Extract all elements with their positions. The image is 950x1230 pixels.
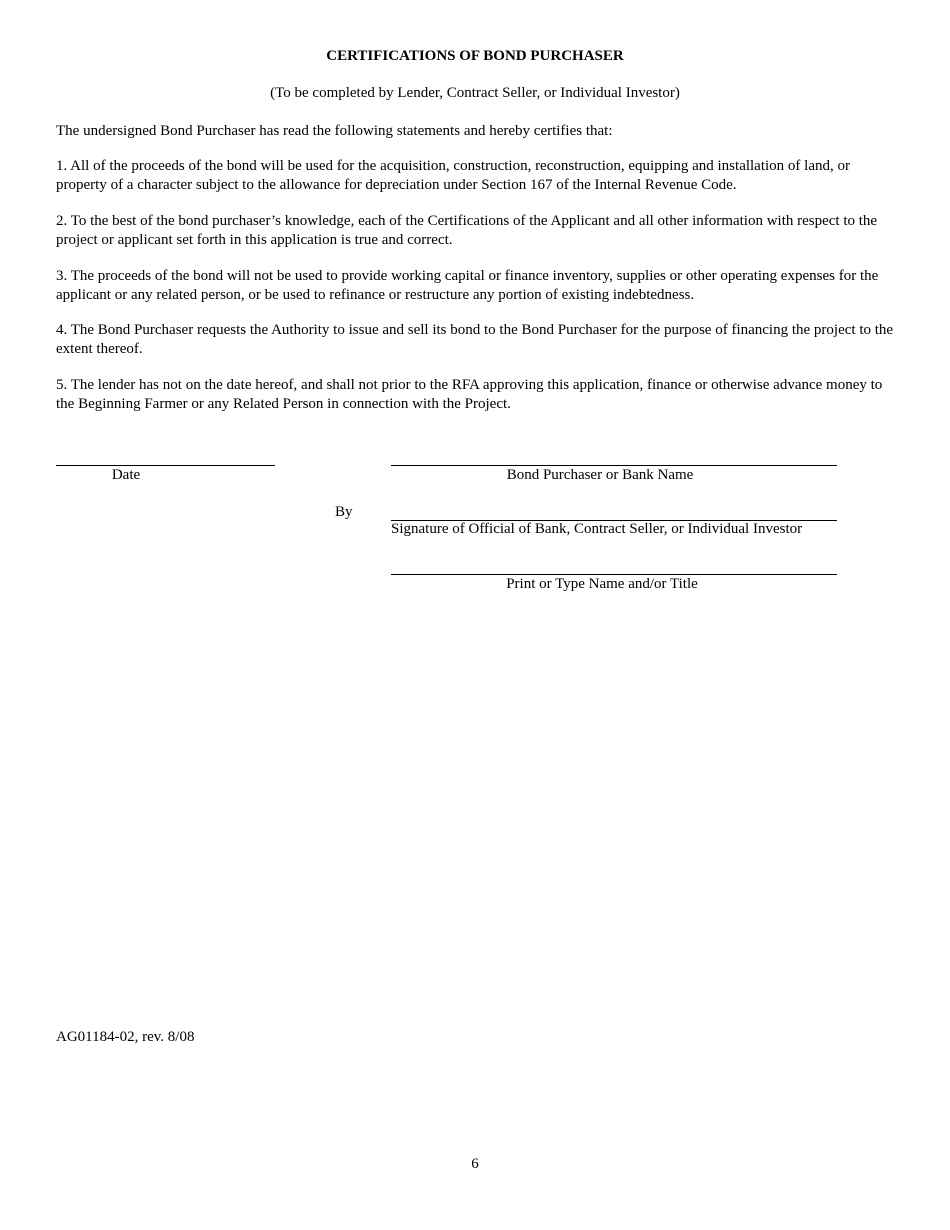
certification-item-3: 3. The proceeds of the bond will not be used to provide working capital or finance inventory, supplies or other operating expenses for the applicant or any related person, or be used to refinance or restructure any portion of existing indebtedness. xyxy=(56,268,879,303)
by-label: By xyxy=(335,504,353,520)
name-title-label: Print or Type Name and/or Title xyxy=(506,576,698,592)
name-title-line[interactable] xyxy=(391,574,837,575)
page-number: 6 xyxy=(471,1156,479,1172)
purchaser-name-label: Bond Purchaser or Bank Name xyxy=(506,467,694,483)
form-code: AG01184-02, rev. 8/08 xyxy=(56,1029,195,1045)
page-title: CERTIFICATIONS OF BOND PURCHASER xyxy=(326,48,624,64)
certification-item-2: 2. To the best of the bond purchaser’s knowledge, each of the Certifications of the Applicant and all other information with respect to the project or applicant set forth in this application is true and correct. xyxy=(56,213,878,248)
certification-item-4: 4. The Bond Purchaser requests the Authority to issue and sell its bond to the Bond Purchaser for the purpose of financing the project to the extent thereof. xyxy=(56,322,894,357)
page-subtitle: (To be completed by Lender, Contract Seller, or Individual Investor) xyxy=(270,85,680,101)
purchaser-name-line[interactable] xyxy=(391,465,837,466)
certification-item-1: 1. All of the proceeds of the bond will be used for the acquisition, construction, reconstruction, equipping and installation of land, or property of a character subject to the allowance for depreciation under Section 167 of the Internal Revenue Code. xyxy=(56,158,850,193)
official-signature-label: Signature of Official of Bank, Contract Seller, or Individual Investor xyxy=(391,521,803,537)
intro-paragraph: The undersigned Bond Purchaser has read the following statements and hereby certifies that: xyxy=(56,123,613,139)
date-label: Date xyxy=(111,467,141,483)
certification-item-5: 5. The lender has not on the date hereof, and shall not prior to the RFA approving this application, finance or otherwise advance money to the Beginning Farmer or any Related Person in connection with the Project. xyxy=(56,377,883,412)
date-signature-line[interactable] xyxy=(56,465,275,466)
